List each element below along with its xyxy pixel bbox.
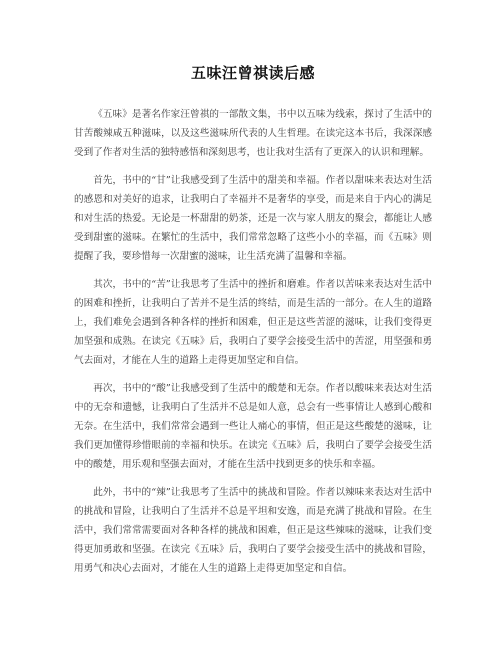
paragraph-sour: 再次，书中的“酸”让我感受到了生活中的酸楚和无奈。作者以酸味来表达对生活中的无奈和遗憾，让我明白了生活并不总是如人意，总会有一些事情让人感到心酸和无奈。在生活中，我们常常会遇到一些让人痛心的事情，但正是这些酸楚的滋味，让我们更加懂得珍惜眼前的幸福和快乐。在读完《五味》后，我明白了要学会接受生活中的酸楚，用乐观和坚强去面对，才能在生活中找到更多的快乐和幸福。 bbox=[74, 383, 432, 470]
paragraph-sweet: 首先，书中的“甘”让我感受到了生活中的甜美和幸福。作者以甜味来表达对生活的感恩和对美好的追求，让我明白了幸福并不是奢华的享受，而是来自于内心的满足和对生活的热爱。无论是一杯甜甜的奶茶，还是一次与家人朋友的聚会，都能让人感受到甜蜜的滋味。在繁忙的生活中，我们常常忽略了这些小小的幸福，而《五味》则提醒了我，要珍惜每一次甜蜜的滋味，让生活充满了温馨和幸福。 bbox=[74, 175, 432, 262]
paragraph-bitter: 其次，书中的“苦”让我思考了生活中的挫折和磨难。作者以苦味来表达对生活中的困难和挫折，让我明白了苦并不是生活的终结，而是生活的一部分。在人生的道路上，我们难免会遇到各种各样的挫折和困难，但正是这些苦涩的滋味，让我们变得更加坚强和成熟。在读完《五味》后，我明白了要学会接受生活中的苦涩，用坚强和勇气去面对，才能在人生的道路上走得更加坚定和自信。 bbox=[74, 279, 432, 366]
paragraph-intro: 《五味》是著名作家汪曾祺的一部散文集，书中以五味为线索，探讨了生活中的甘苦酸辣咸五种滋味，以及这些滋味所代表的人生哲理。在读完这本书后，我深深感受到了作者对生活的独特感悟和深刻思考，也让我对生活有了更深入的认识和理解。 bbox=[74, 109, 432, 158]
paragraph-spicy: 此外，书中的“辣”让我思考了生活中的挑战和冒险。作者以辣味来表达对生活中的挑战和冒险，让我明白了生活并不总是平坦和安逸，而是充满了挑战和冒险。在生活中，我们常常需要面对各种各样的挑战和困难，但正是这些辣味的滋味，让我们变得更加勇敢和坚强。在读完《五味》后，我明白了要学会接受生活中的挑战和冒险，用勇气和决心去面对，才能在人生的道路上走得更加坚定和自信。 bbox=[74, 487, 432, 574]
document-title: 五味汪曾祺读后感 bbox=[190, 64, 315, 82]
